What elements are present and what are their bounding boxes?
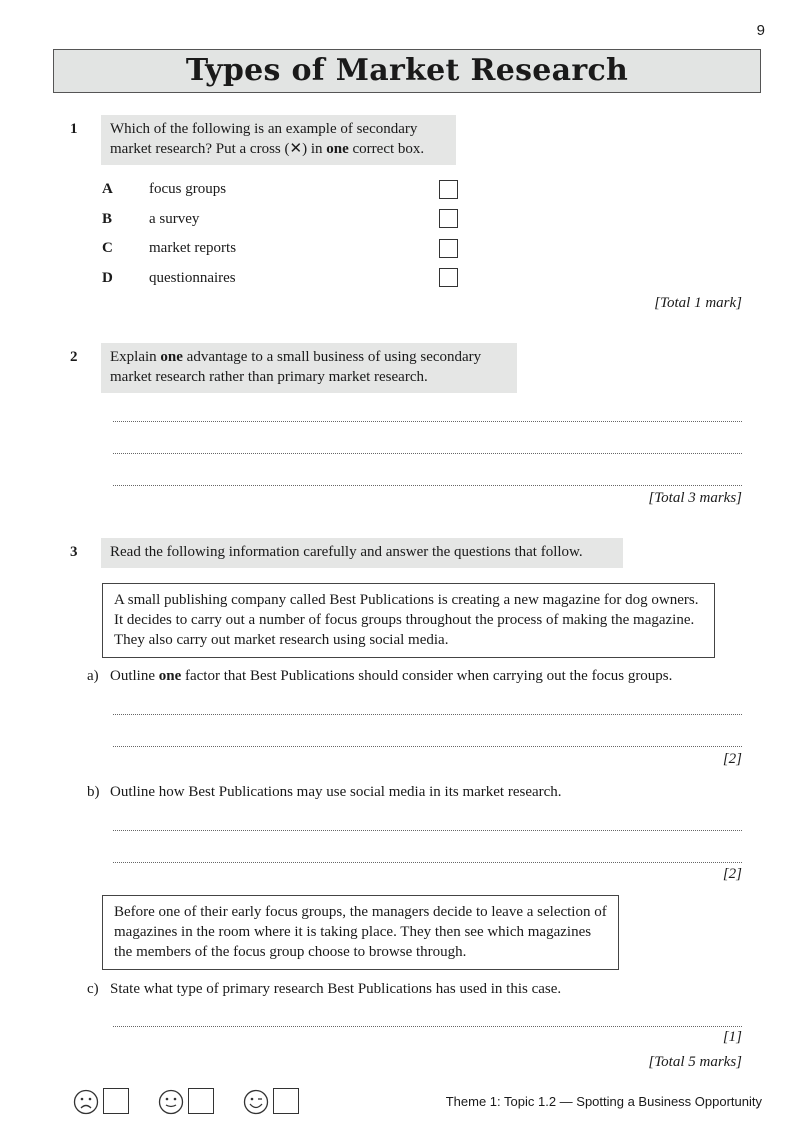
option-d-checkbox[interactable] <box>439 268 458 287</box>
self-assess-box-happy[interactable] <box>273 1088 299 1114</box>
question-1-total: [Total 1 mark] <box>654 295 742 311</box>
option-b-checkbox[interactable] <box>439 209 458 228</box>
answer-line[interactable] <box>113 830 742 831</box>
sad-face-icon <box>73 1089 99 1120</box>
cross-icon: ✕ <box>289 141 303 157</box>
answer-line[interactable] <box>113 862 742 863</box>
option-a-text: focus groups <box>149 181 227 197</box>
question-2-line-2: market research rather than primary market research. <box>110 369 428 385</box>
happy-face-icon <box>243 1089 269 1120</box>
question-3-intro: Read the following information carefully and answer the questions that follow. <box>101 538 623 568</box>
option-c-letter: C <box>102 240 113 256</box>
option-d-text: questionnaires <box>149 270 236 286</box>
question-3b-label: b) <box>87 784 100 800</box>
question-2-total: [Total 3 marks] <box>648 490 742 506</box>
question-number-2: 2 <box>70 349 78 365</box>
question-1-line-2: market research? Put a cross (✕) in one correct box. <box>110 141 425 157</box>
question-3a-label: a) <box>87 668 99 684</box>
question-3c-marks: [1] <box>722 1029 742 1045</box>
option-c-text: market reports <box>149 240 237 256</box>
option-b-letter: B <box>102 211 113 227</box>
option-a-letter: A <box>102 181 113 197</box>
answer-line[interactable] <box>113 714 742 715</box>
question-number-3: 3 <box>70 544 78 560</box>
question-3-total: [Total 5 marks] <box>648 1054 742 1070</box>
answer-line[interactable] <box>113 1026 742 1027</box>
answer-line[interactable] <box>113 746 742 747</box>
option-b-text: a survey <box>149 211 200 227</box>
question-number-1: 1 <box>70 121 78 137</box>
info-box-2: Before one of their early focus groups, the managers decide to leave a selection of magazines in the room where it is taking place. They then see which magazines the members of the focus group choose to browse through. <box>102 895 619 970</box>
page-title: Types of Market Research <box>185 53 629 88</box>
page-number: 9 <box>756 22 765 39</box>
question-3c-text: State what type of primary research Best Publications has used in this case. <box>110 981 562 997</box>
answer-line[interactable] <box>113 421 742 422</box>
question-2-prompt <box>101 343 517 393</box>
option-a-checkbox[interactable] <box>439 180 458 199</box>
footer-topic: Theme 1: Topic 1.2 — Spotting a Business Opportunity <box>445 1094 762 1109</box>
answer-line[interactable] <box>113 485 742 486</box>
question-3b-marks: [2] <box>722 866 742 882</box>
option-c-checkbox[interactable] <box>439 239 458 258</box>
question-3c-label: c) <box>87 981 99 997</box>
question-3a-text: Outline one factor that Best Publications should consider when carrying out the focus groups. <box>110 668 673 684</box>
info-box-1: A small publishing company called Best Publications is creating a new magazine for dog owners. It decides to carry out a number of focus groups throughout the process of making the magazine. They also carry out market research using social media. <box>102 583 715 658</box>
self-assess-box-sad[interactable] <box>103 1088 129 1114</box>
question-2-line-1: Explain one advantage to a small business of using secondary <box>110 349 482 365</box>
self-assess-box-neutral[interactable] <box>188 1088 214 1114</box>
question-1-line-1: Which of the following is an example of secondary <box>110 121 418 137</box>
question-3a-marks: [2] <box>722 751 742 767</box>
option-d-letter: D <box>102 270 113 286</box>
answer-line[interactable] <box>113 453 742 454</box>
neutral-face-icon <box>158 1089 184 1120</box>
question-1-prompt <box>101 115 456 165</box>
title-banner <box>53 49 761 93</box>
question-3b-text: Outline how Best Publications may use social media in its market research. <box>110 784 562 800</box>
